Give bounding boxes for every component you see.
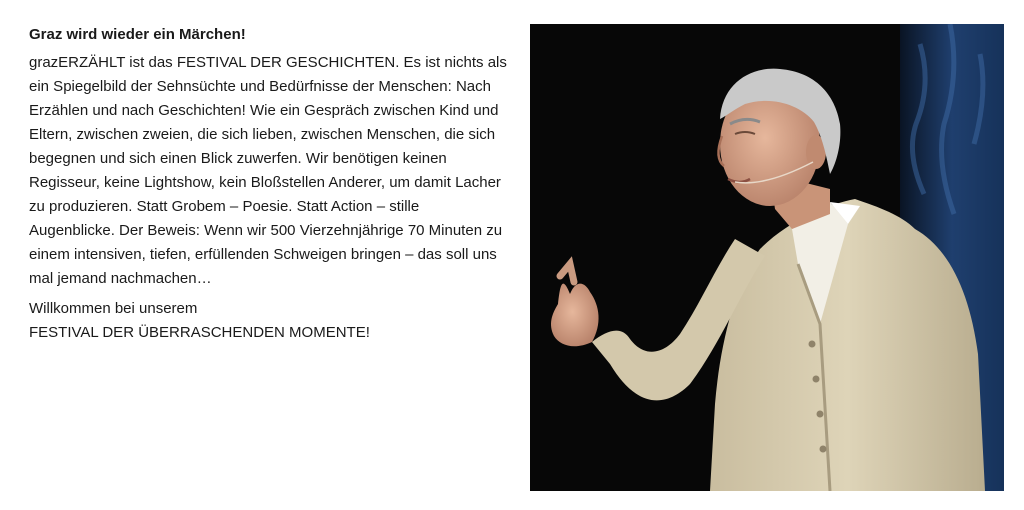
welcome-line-1: Willkommen bei unserem: [29, 300, 198, 317]
welcome-text: [29, 297, 507, 345]
storyteller-photo: [530, 24, 1004, 491]
storyteller-illustration: [530, 24, 1004, 491]
article-headline: Graz wird wieder ein Märchen!: [29, 26, 246, 43]
welcome-line-2: FESTIVAL DER ÜBERRASCHENDEN MOMENTE!: [29, 324, 370, 341]
article-text: [29, 25, 507, 345]
article-body: grazERZÄHLT ist das FESTIVAL DER GESCHICHTEN. Es ist nichts als ein Spiegelbild der Sehnsüchte und Bedürfnisse der Menschen: Nach Erzählen und nach Geschichten! Wie ein Gespräch zwischen Kind und Eltern, zwischen zweien, die sich lieben, zwischen Menschen, die sich begegnen und sich einen Blick zuwerfen. Wir benötigen keinen Regisseur, keine Lightshow, kein Bloßstellen Anderer, um damit Lacher zu produzieren. Statt Grobem – Poesie. Statt Action – stille Augenblicke. Der Beweis: Wenn wir 500 Vierzehnjährige 70 Minuten zu einem intensiven, tiefen, erfüllenden Schweigen bringen – das soll uns mal jemand nachmachen…: [29, 54, 507, 287]
